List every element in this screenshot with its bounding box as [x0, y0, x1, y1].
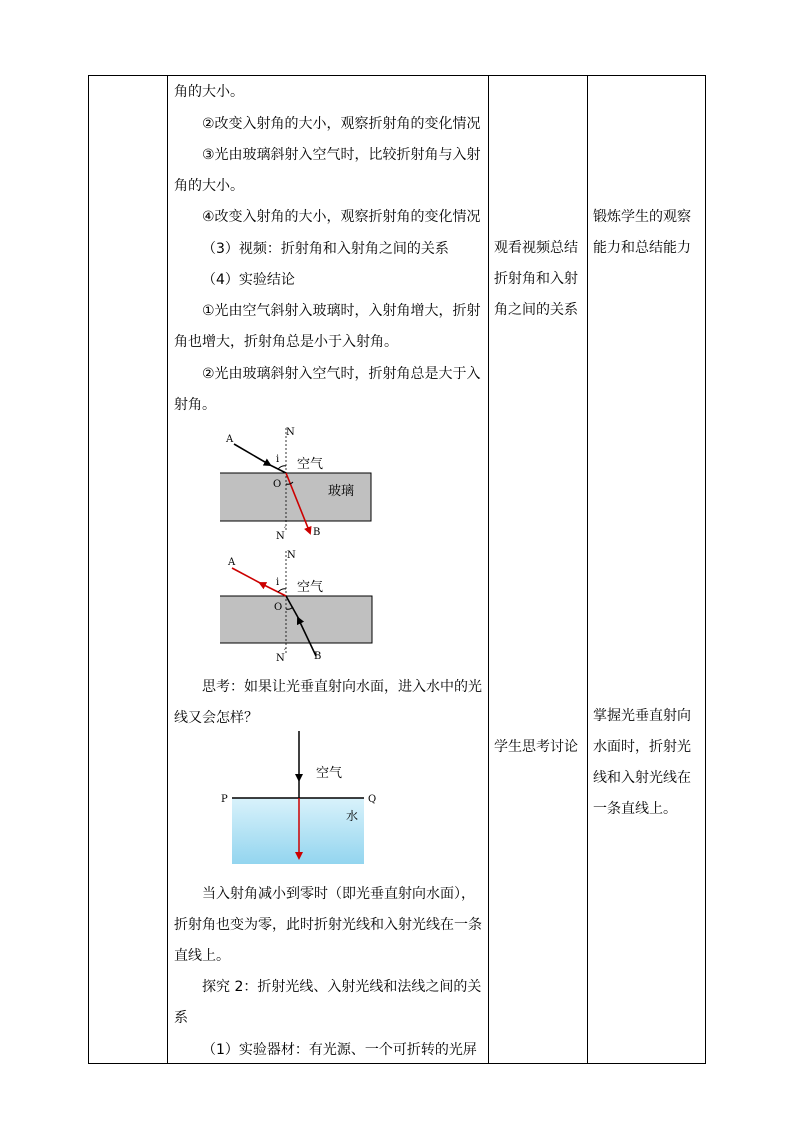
text-line: ②光由玻璃斜射入空气时，折射角总是大于入 [202, 366, 481, 382]
label-air: 空气 [316, 766, 343, 781]
student-activity-1: 观看视频总结折射角和入射角之间的关系 [494, 240, 578, 318]
text-line: 直线上。 [174, 948, 230, 964]
label-i: i [276, 577, 280, 588]
text-line: ④改变入射角的大小，观察折射角的变化情况 [202, 209, 481, 225]
text-line: 线又会怎样？ [174, 710, 258, 726]
text-line: ①光由空气斜射入玻璃时，入射角增大，折射 [202, 303, 481, 319]
glass-block [220, 596, 372, 643]
incident-ray [234, 444, 270, 465]
label-a: A [226, 434, 234, 445]
text-line: 角也增大，折射角总是小于入射角。 [174, 334, 398, 350]
text-line: 思考：如果让光垂直射向水面，进入水中的光 [202, 679, 482, 695]
text-line: 角的大小。 [174, 178, 244, 194]
label-prime: ′ [284, 648, 287, 658]
label-q: Q [368, 794, 377, 805]
label-air: 空气 [297, 580, 324, 595]
label-o: O [273, 479, 282, 490]
text-line: 当入射角减小到零时（即光垂直射向水面）， [202, 886, 475, 902]
refraction-air-to-glass-diagram [220, 420, 380, 545]
label-water: 水 [346, 809, 359, 823]
refracted-ray [232, 568, 262, 584]
angle-arc [278, 589, 286, 592]
label-b: B [313, 527, 321, 538]
text-line: （3）视频：折射角和入射角之间的关系 [202, 241, 449, 257]
student-activity-2: 学生思考讨论 [494, 739, 578, 755]
perpendicular-incidence-diagram [218, 728, 388, 868]
text-line: 折射角也变为零，此时折射光线和入射光线在一条 [174, 917, 482, 933]
incident-ray [268, 464, 286, 473]
label-prime: ′ [284, 526, 287, 536]
label-p: P [221, 794, 228, 805]
label-n-prime: N [276, 531, 285, 542]
text-line: ②改变入射角的大小，观察折射角的变化情况 [202, 116, 481, 132]
label-n-prime: N [276, 653, 285, 664]
refraction-glass-to-air-diagram [220, 543, 380, 668]
design-intent-1: 锻炼学生的观察能力和总结能力 [593, 209, 691, 256]
label-n: N [287, 550, 296, 561]
label-air: 空气 [297, 457, 324, 472]
text-line: 角的大小。 [174, 84, 244, 100]
column-divider [587, 75, 588, 1064]
text-line: （1）实验器材：有光源、一个可折转的光屏 [202, 1042, 477, 1058]
label-glass: 玻璃 [328, 484, 355, 499]
design-intent-2: 掌握光垂直射向水面时，折射光线和入射光线在一条直线上。 [593, 708, 691, 817]
angle-arc [278, 466, 286, 469]
label-n: N [286, 427, 295, 438]
text-line: 探究 2：折射光线、入射光线和法线之间的关 [202, 979, 482, 995]
label-o: O [274, 602, 283, 613]
label-i: i [276, 454, 280, 465]
text-line: ③光由玻璃斜射入空气时，比较折射角与入射 [202, 147, 481, 163]
column-divider [488, 75, 489, 1064]
text-line: （4）实验结论 [202, 272, 295, 288]
label-a: A [228, 557, 236, 568]
text-line: 系 [174, 1010, 188, 1026]
text-line: 射角。 [174, 397, 216, 413]
label-b: B [314, 651, 322, 662]
water-body [232, 798, 364, 864]
column-divider [167, 75, 168, 1064]
